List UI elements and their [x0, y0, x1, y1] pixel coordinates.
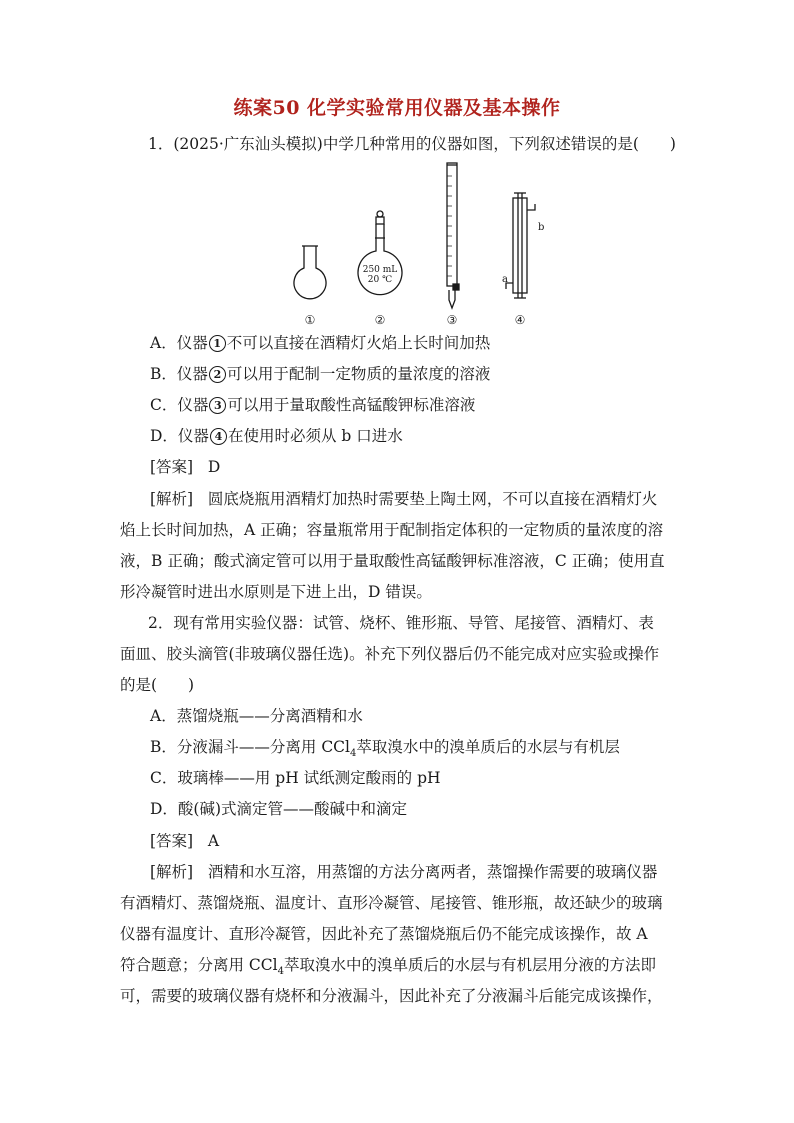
q1-answer: [答案] D — [150, 458, 221, 476]
q1-analysis-line-3: 液，B 正确；酸式滴定管可以用于量取酸性高锰酸钾标准溶液，C 正确；使用直 — [120, 552, 665, 570]
flask-temperature-label: 20 ℃ — [367, 275, 393, 285]
q2-analysis-line-1: [解析] 酒精和水互溶，用蒸馏的方法分离两者，蒸馏操作需要的玻璃仪器 — [150, 863, 658, 881]
q1-option-d: D．仪器 4 在使用时必须从 b 口进水 — [150, 427, 403, 445]
q2-analysis-line-5: 可，需要的玻璃仪器有烧杯和分液漏斗，因此补充了分液漏斗后能完成该操作， — [120, 987, 663, 1005]
condenser-icon — [506, 193, 535, 298]
q1-stem: 1．(2025·广东汕头模拟)中学几种常用的仪器如图，下列叙述错误的是( ) — [148, 135, 676, 153]
condenser-a-label: a — [502, 274, 508, 285]
q2-option-c: C．玻璃棒——用 pH 试纸测定酸雨的 pH — [150, 769, 441, 787]
q2-analysis-line-3: 仪器有温度计、直形冷凝管，因此补充了蒸馏烧瓶后仍不能完成该操作，故 A — [120, 925, 648, 943]
round-bottom-flask-icon — [294, 246, 326, 299]
figure-label-4: ④ — [514, 313, 526, 326]
q2-stem-line-2: 面皿、胶头滴管(非玻璃仪器任选)。补充下列仪器后仍不能完成对应实验或操作 — [120, 645, 660, 663]
condenser-b-label: b — [538, 222, 545, 233]
q1-analysis-line-4: 形冷凝管时进出水原则是下进上出，D 错误。 — [120, 583, 432, 601]
q2-option-d: D．酸(碱)式滴定管——酸碱中和滴定 — [150, 800, 408, 818]
q1-option-c: C．仪器 3 可以用于量取酸性高锰酸钾标准溶液 — [150, 396, 476, 414]
q2-option-a: A．蒸馏烧瓶——分离酒精和水 — [150, 707, 363, 725]
q2-stem-line-1: 2．现有常用实验仪器：试管、烧杯、锥形瓶、导管、尾接管、酒精灯、表 — [148, 614, 654, 632]
q2-option-b: B．分液漏斗——分离用 CCl$_4$萃取溴水中的溴单质后的水层与有机层 — [150, 738, 620, 760]
q1-option-a: A．仪器 1 不可以直接在酒精灯火焰上长时间加热 — [150, 334, 491, 352]
q2-stem-line-3: 的是( ) — [120, 676, 195, 694]
q2-analysis-line-4: 符合题意；分离用 CCl$_4$萃取溴水中的溴单质后的水层与有机层用分液的方法即 — [120, 956, 656, 978]
q1-analysis-line-1: [解析] 圆底烧瓶用酒精灯加热时需要垫上陶土网，不可以直接在酒精灯火 — [150, 490, 658, 508]
flask-capacity-label: 250 mL — [362, 265, 398, 275]
q1-analysis-line-2: 焰上长时间加热，A 正确；容量瓶常用于配制指定体积的一定物质的量浓度的溶 — [120, 521, 664, 539]
page-title: 练案50 化学实验常用仪器及基本操作 — [233, 97, 561, 119]
q2-analysis-line-2: 有酒精灯、蒸馏烧瓶、温度计、直形冷凝管、尾接管、锥形瓶，故还缺少的玻璃 — [120, 894, 663, 912]
q2-answer: [答案] A — [150, 832, 220, 850]
figure-label-2: ② — [374, 313, 386, 326]
figure-label-3: ③ — [446, 313, 458, 326]
q1-option-b: B．仪器 2 可以用于配制一定物质的量浓度的溶液 — [150, 365, 491, 383]
figure-label-1: ① — [304, 313, 316, 326]
apparatus-figure — [270, 158, 550, 326]
burette-icon — [447, 163, 459, 308]
